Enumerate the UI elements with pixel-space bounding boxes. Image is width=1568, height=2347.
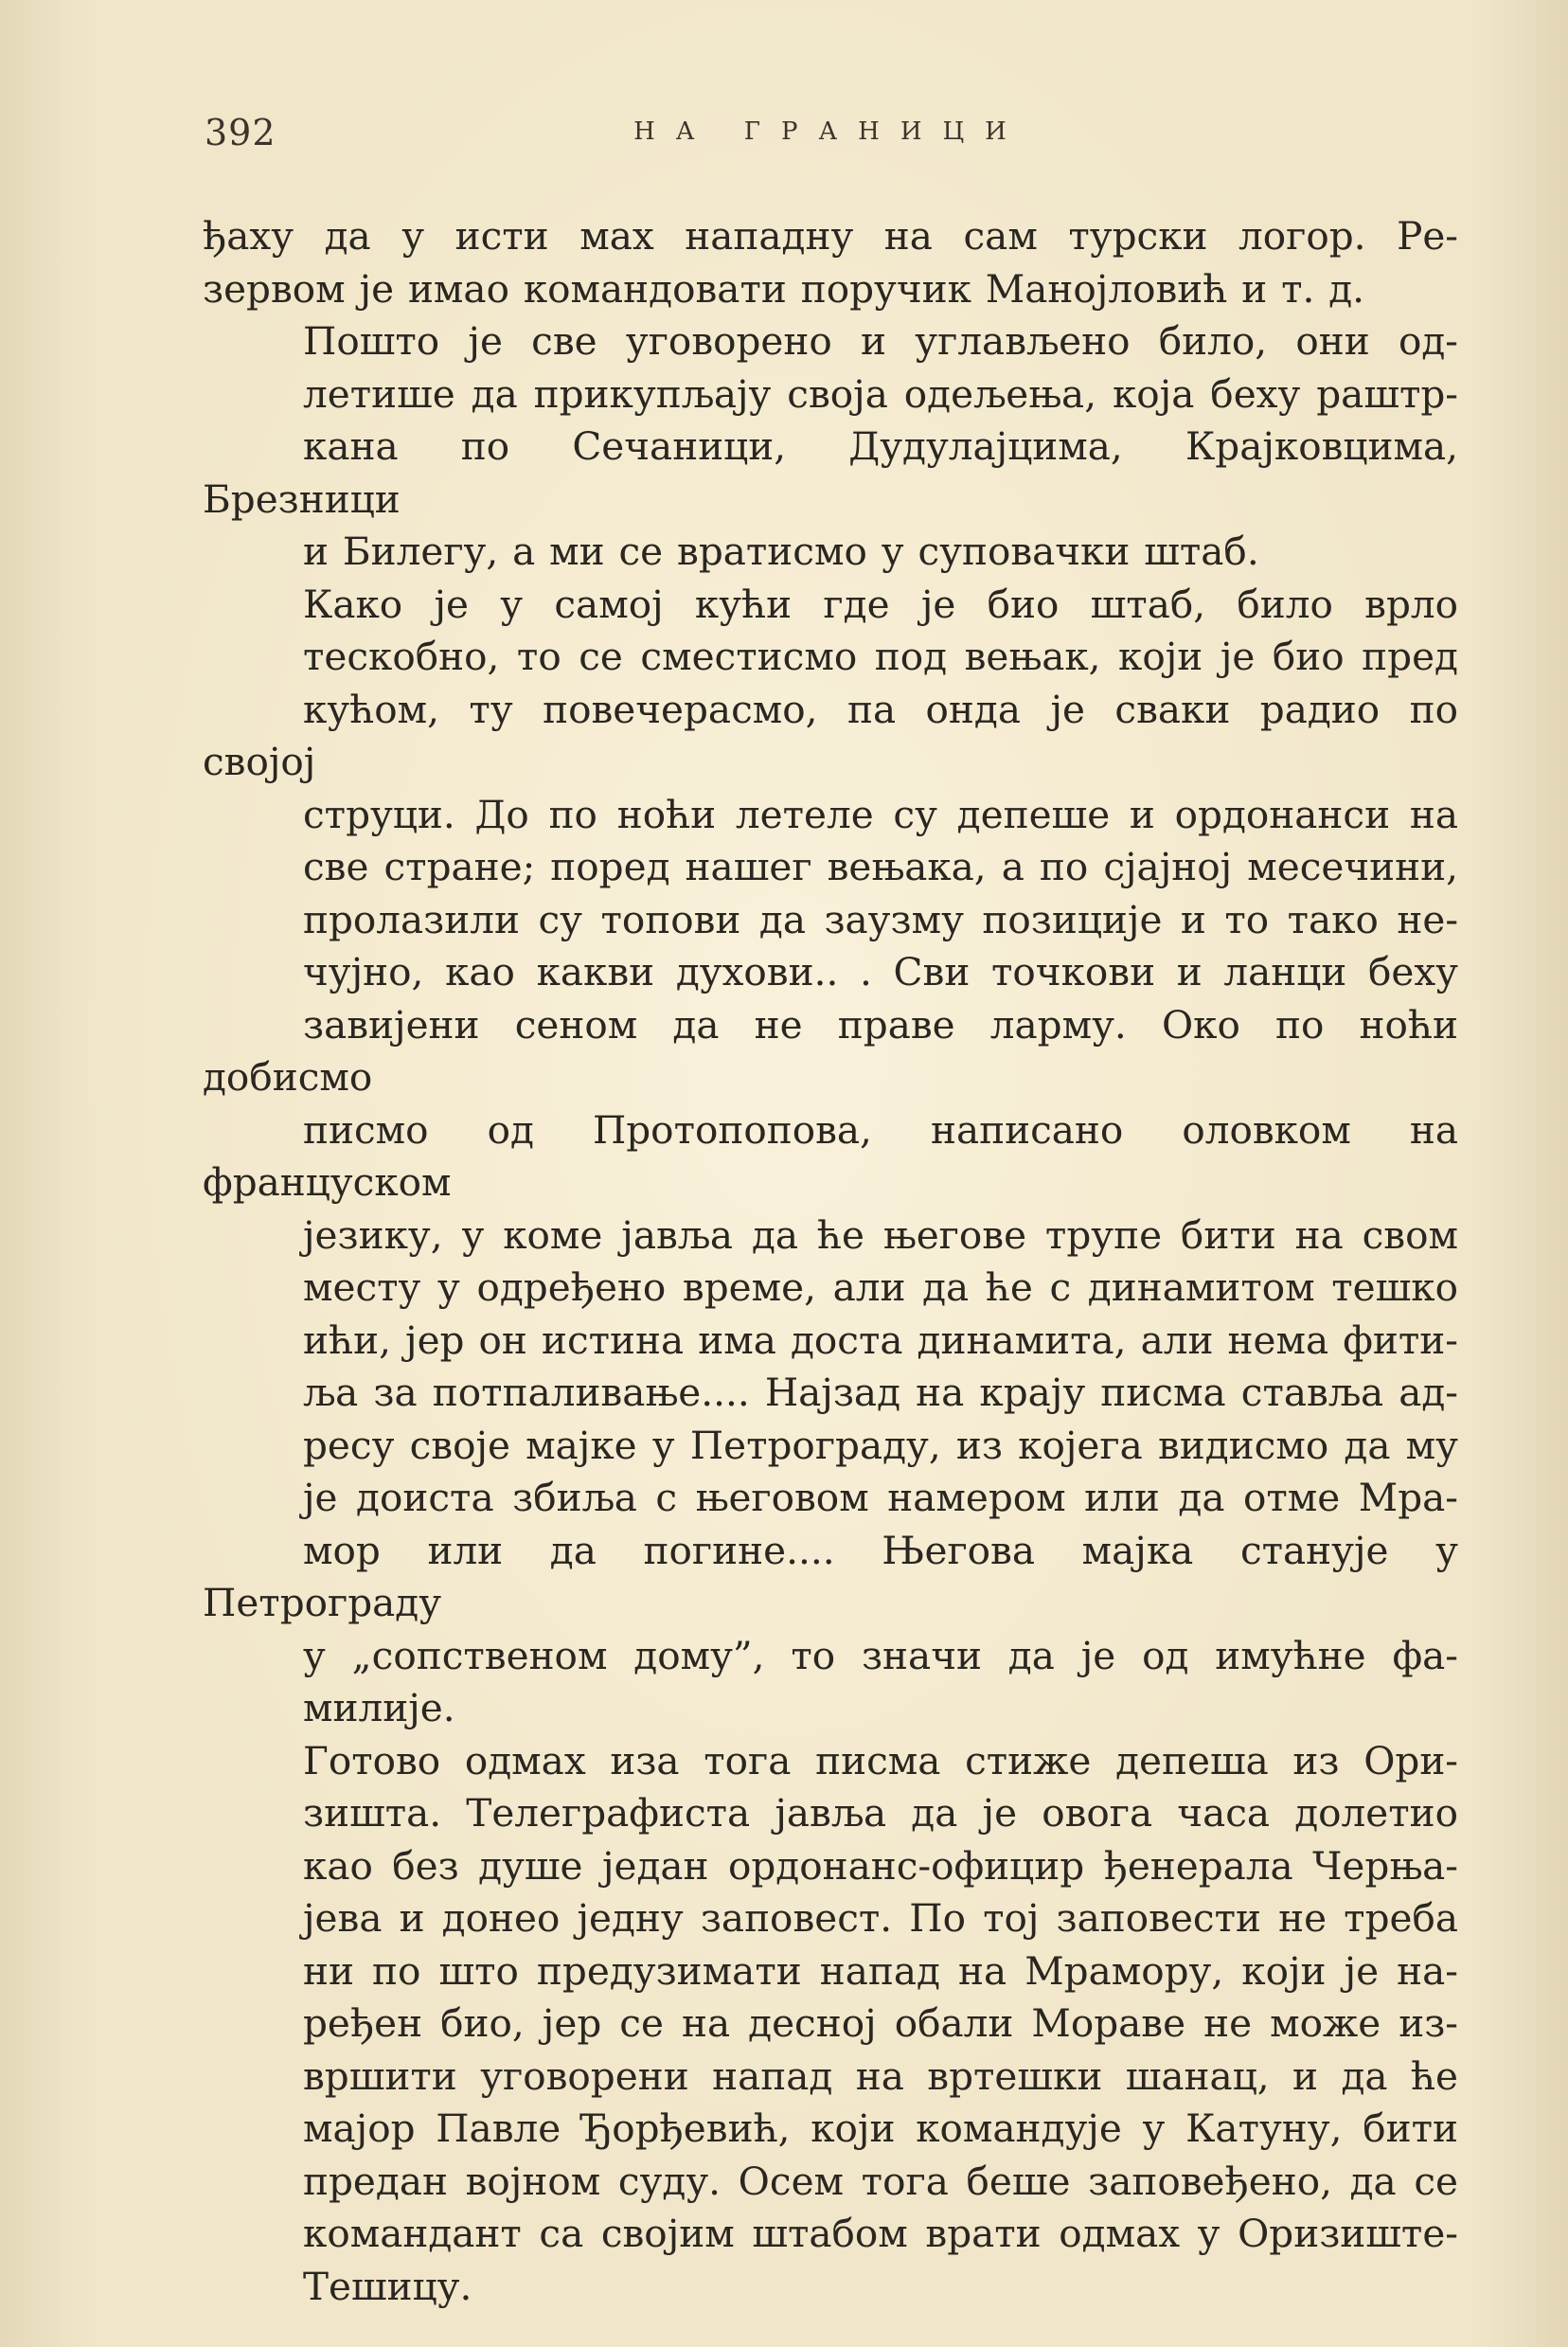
body-text [203, 210, 1458, 2313]
text-line: Пошто је све уговорено и углављено било, они од- [303, 318, 1458, 364]
text-line: Тешицу. [303, 2263, 472, 2309]
text-line: и Билегу, а ми се вратисмо у суповачки штаб. [303, 529, 1259, 574]
paragraph-4 [203, 1735, 1458, 2314]
text-line: кућом, ту повечерасмо, па онда је сваки радио по својој [203, 686, 1458, 784]
text-line: предан војном суду. Осем тога беше заповеђено, да се [303, 2158, 1458, 2204]
paragraph-3 [203, 579, 1458, 1735]
text-line: писмо од Протопопова, написано оловком на француском [203, 1106, 1458, 1205]
text-line: милије. [303, 1685, 455, 1730]
text-line: Како је у самој кући где је био штаб, било врло [303, 581, 1458, 627]
text-line: јева и донео једну заповест. По тој заповести не треба [303, 1895, 1458, 1941]
text-line: вршити уговорени напад на вртешки шанац, и да ће [303, 2052, 1458, 2099]
text-line: мајор Павле Ђорђевић, који командује у Катуну, бити [303, 2105, 1458, 2151]
text-line: пролазили су топови да заузму позиције и то тако не- [303, 896, 1458, 942]
text-line: ђаху да у исти мах нападну на сам турски логор. Ре- [203, 213, 1458, 259]
text-line: зервом је имао командовати поручик Манојловић и т. д. [203, 265, 1365, 312]
text-line: је доиста збиља с његовом намером или да отме Мра- [303, 1475, 1458, 1520]
page-number: 392 [205, 112, 276, 153]
text-line: језику, у коме јавља да ће његове трупе бити на свом [303, 1211, 1458, 1258]
text-line: месту у одређено време, али да ће с динамитом тешко [303, 1264, 1458, 1310]
text-line: као без душе један ордонанс-официр ђенерала Черња- [303, 1842, 1458, 1889]
text-line: ресу своје мајке у Петрограду, из којега видисмо да му [303, 1422, 1458, 1468]
text-line: све стране; поред нашег вењака, а по сјајној месечини, [303, 844, 1458, 889]
text-line: тескобно, то се сместисмо под вењак, који је био пред [303, 634, 1458, 679]
text-line: завијени сеном да не праве ларму. Око по ноћи добисмо [203, 1001, 1458, 1100]
text-line: Готово одмах иза тога писма стиже депеша из Ори- [303, 1737, 1458, 1783]
text-line: струци. До по ноћи летеле су депеше и ордонанси на [303, 791, 1458, 837]
text-line: чујно, као какви духови.. . Сви точкови и ланци беху [303, 949, 1458, 994]
text-line: летише да прикупљају своја одељења, која беху раштр- [303, 370, 1458, 417]
text-line: ни по што предузимати напад на Мрамору, који је на- [303, 1947, 1458, 1994]
paragraph-2 [203, 315, 1458, 579]
running-head [205, 112, 1456, 153]
text-line: у „сопственом дому”, то значи да је од имућне фа- [303, 1632, 1458, 1678]
text-line: ређен био, јер се на десној обали Мораве не може из- [303, 2000, 1458, 2046]
text-line: ља за потпаливање.... Најзад на крају писма ставља ад- [303, 1370, 1458, 1415]
text-line: зишта. Телеграфиста јавља да је овога часа долетио [303, 1790, 1458, 1836]
text-line: кана по Сечаници, Дудулајцима, Крајковцима, Брезници [203, 423, 1458, 522]
text-line: мор или да погине.... Његова мајка станује у Петрограду [203, 1527, 1458, 1625]
paragraph-1 [203, 210, 1458, 315]
text-line: командант са својим штабом врати одмах у Оризиште- [303, 2211, 1458, 2256]
text-line: ићи, јер он истина има доста динамита, али нема фити- [303, 1317, 1458, 1363]
running-title: НА ГРАНИЦИ [633, 117, 1027, 146]
